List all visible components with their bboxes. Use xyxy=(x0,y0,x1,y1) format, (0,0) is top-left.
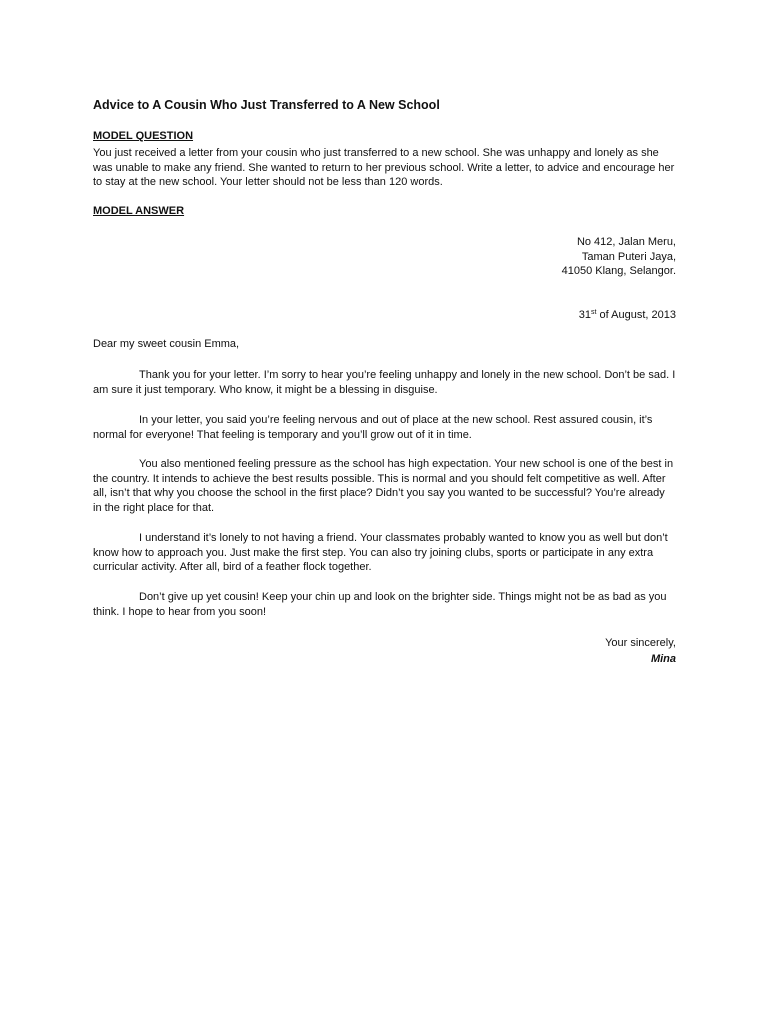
letter-paragraph: Thank you for your letter. I’m sorry to hear you’re feeling unhappy and lonely in the new school. Don’t be sad. I am sure it just temporary. Who know, it might be a blessing in disguise. xyxy=(93,369,676,396)
address-line: 41050 Klang, Selangor. xyxy=(561,265,676,278)
document-title: Advice to A Cousin Who Just Transferred to A New School xyxy=(93,98,440,112)
letter-paragraph: In your letter, you said you’re feeling nervous and out of place at the new school. Rest assured cousin, it’s normal for everyone! That feeling is temporary and you’ll grow out of it in time. xyxy=(93,414,653,441)
address-line: No 412, Jalan Meru, xyxy=(576,236,676,248)
model-question-heading: MODEL QUESTION xyxy=(93,130,194,142)
date-day: 31 xyxy=(578,309,592,321)
letter-paragraph: I understand it’s lonely to not having a friend. Your classmates probably wanted to know you as well but don’t know how to approach you. Just make the first step. You can also try joining clubs, sports or participate in any extra curricular activity. After all, bird of a feather flock together. xyxy=(93,532,668,574)
closing-text: Your sincerely, xyxy=(605,637,676,649)
letter-date xyxy=(579,309,676,321)
address-line: Taman Puteri Jaya, xyxy=(581,250,676,263)
letter-paragraph: Don’t give up yet cousin! Keep your chin up and look on the brighter side. Things might not be as bad as you think. I hope to hear from you soon! xyxy=(93,591,667,618)
letter-closing xyxy=(605,635,676,667)
letter-paragraph: You also mentioned feeling pressure as the school has high expectation. Your new school is one of the best in the country. It intends to achieve the best results possible. This is normal and you should felt competitive as well. After all, isn’t that why you choose the school in the first place? Didn’t you say you wanted to be successful? You’re already in the right place for that. xyxy=(93,458,674,515)
date-rest: of August, 2013 xyxy=(596,309,676,321)
sender-address xyxy=(562,235,676,279)
model-question-text: You just received a letter from your cousin who just transferred to a new school. She was unhappy and lonely as she was unable to make any friend. She wanted to return to her previous school. Write a letter, to advice and encourage her to stay at the new school. Your letter should not be less than 120 words. xyxy=(93,147,675,189)
salutation: Dear my sweet cousin Emma, xyxy=(93,338,240,350)
signature: Mina xyxy=(650,653,676,665)
date-suffix: st xyxy=(591,309,597,316)
model-answer-heading: MODEL ANSWER xyxy=(93,205,185,217)
